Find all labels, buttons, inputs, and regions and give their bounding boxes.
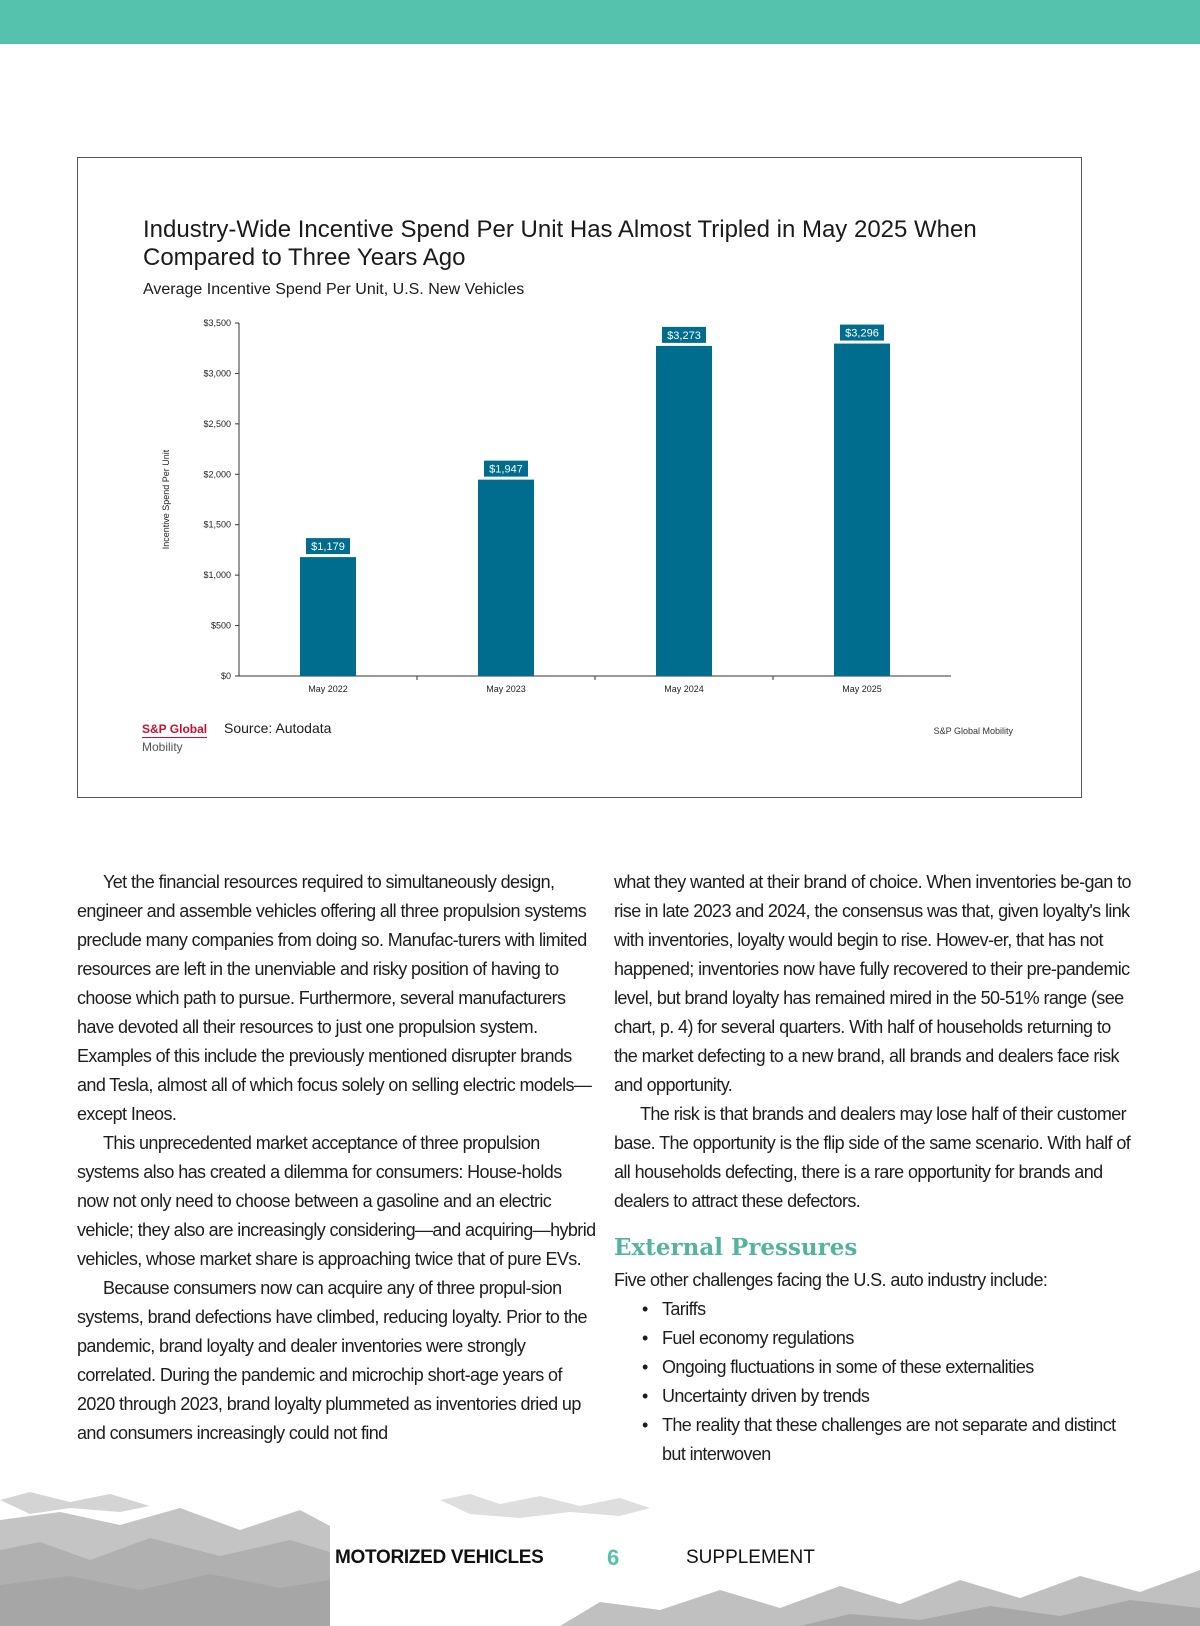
paragraph: what they wanted at their brand of choice. When inventories be-gan to rise in late 2023 and 2024, the consensus was that, given loyalty's link with inventories, loyalty would begin to rise. Howev-er, that has not happened; inventories now have fully recovered to their pre-pandemic level, but brand loyalty has remained mired in the 50-51% range (see chart, p. 4) for several quarters. With half of households returning to the market defecting to a new brand, all brands and dealers face risk and opportunity. <box>614 872 1131 1095</box>
bar <box>478 480 534 676</box>
bar <box>656 346 712 676</box>
chart-figure <box>77 157 1082 798</box>
x-tick-label: May 2022 <box>308 684 348 694</box>
sp-global-logo <box>142 722 207 754</box>
list-item <box>614 1295 1134 1324</box>
list-item <box>614 1353 1134 1382</box>
bar <box>300 557 356 676</box>
article-column-right <box>614 868 1134 1469</box>
section-heading: External Pressures <box>614 1234 858 1261</box>
data-label: $3,273 <box>667 329 701 342</box>
x-tick-label: May 2024 <box>664 684 704 694</box>
bullet-icon: • <box>642 1415 648 1435</box>
top-accent-bar <box>0 0 1200 44</box>
chart-subtitle: Average Incentive Spend Per Unit, U.S. New Vehicles <box>143 281 525 298</box>
y-tick-label: $3,000 <box>203 368 231 379</box>
y-tick-label: $3,500 <box>203 318 231 328</box>
article-column-left <box>77 868 597 1448</box>
x-tick-label: May 2023 <box>486 684 526 694</box>
list-item <box>614 1411 1134 1469</box>
section-intro: Five other challenges facing the U.S. auto industry include: <box>614 1270 1048 1290</box>
data-label: $1,947 <box>489 463 523 476</box>
bullet-icon: • <box>642 1386 648 1406</box>
challenge-list <box>614 1295 1134 1469</box>
bullet-icon: • <box>642 1299 648 1319</box>
list-item-text: Tariffs <box>662 1299 706 1319</box>
y-tick-label: $2,000 <box>203 469 231 480</box>
y-axis-label: Incentive Spend Per Unit <box>161 449 171 550</box>
bullet-icon: • <box>642 1328 648 1348</box>
list-item <box>614 1324 1134 1353</box>
y-tick-label: $1,000 <box>203 570 231 581</box>
footer-title: MOTORIZED VEHICLES <box>335 1547 544 1568</box>
list-item-text: Ongoing fluctuations in some of these externalities <box>662 1357 1034 1377</box>
list-item-text: Uncertainty driven by trends <box>662 1386 870 1406</box>
y-tick-label: $0 <box>220 671 231 681</box>
chart-source: Source: Autodata <box>224 720 332 736</box>
paragraph: Because consumers now can acquire any of three propul-sion systems, brand defections have climbed, reducing loyalty. Prior to the pandemic, brand loyalty and dealer inventories were strongly correlated. During the pandemic and microchip short-age years of 2020 through 2023, brand loyalty plummeted as inventories dried up and consumers increasingly could not find <box>77 1278 587 1443</box>
y-tick-label: $500 <box>210 620 231 631</box>
footer-texture <box>0 1490 1200 1626</box>
y-tick-label: $1,500 <box>203 519 231 530</box>
x-tick-label: May 2025 <box>842 684 882 694</box>
paragraph: Yet the financial resources required to simultaneously design, engineer and assemble vehicles offering all three propulsion systems preclude many companies from doing so. Manufac-turers with limited resources are left in the unenviable and risky position of having to choose which path to pursue. Furthermore, several manufacturers have devoted all their resources to just one propulsion system. Examples of this include the previously mentioned disrupter brands and Tesla, almost all of which focus solely on selling electric models—except Ineos. <box>77 872 592 1124</box>
page-number: 6 <box>607 1545 620 1570</box>
chart-credit: S&P Global Mobility <box>933 726 1013 736</box>
data-label: $3,296 <box>845 327 879 340</box>
paragraph: The risk is that brands and dealers may lose half of their customer base. The opportunity is the flip side of the same scenario. With half of all households defecting, there is a rare opportunity for brands and dealers to attract these defectors. <box>614 1104 1131 1211</box>
bar-chart <box>78 158 1081 797</box>
bar <box>834 344 890 676</box>
logo-top-text: S&P Global <box>142 722 208 736</box>
list-item-text: Fuel economy regulations <box>662 1328 854 1348</box>
y-tick-label: $2,500 <box>203 418 231 429</box>
logo-bottom-text: Mobility <box>142 740 183 754</box>
footer-supplement: SUPPLEMENT <box>686 1547 815 1568</box>
bullet-icon: • <box>642 1357 648 1377</box>
list-item-text: The reality that these challenges are not separate and distinct but interwoven <box>662 1415 1116 1464</box>
chart-title: Industry-Wide Incentive Spend Per Unit Has Almost Tripled in May 2025 When Compared to Three Years Ago <box>143 216 977 271</box>
paragraph: This unprecedented market acceptance of three propulsion systems also has created a dilemma for consumers: House-holds now not only need to choose between a gasoline and an electric vehicle; they also are increasingly considering—and acquiring—hybrid vehicles, whose market share is approaching twice that of pure EVs. <box>77 1133 596 1269</box>
list-item <box>614 1382 1134 1411</box>
data-label: $1,179 <box>311 541 345 554</box>
